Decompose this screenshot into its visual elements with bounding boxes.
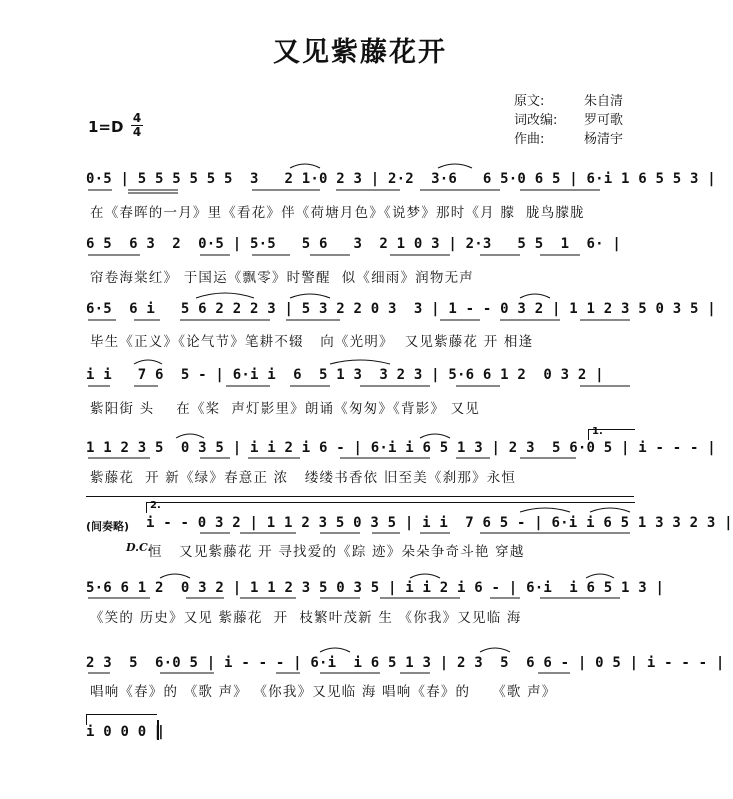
slur (590, 508, 630, 512)
lyrics-line-2: 帘卷海棠红》 于国运《飘零》时警醒 似《细雨》润物无声 (90, 270, 474, 286)
slurs (134, 164, 630, 652)
rhythm-underlines (88, 190, 630, 673)
lyrics-line-5: 紫藤花 开 新《绿》春意正 浓 缕缕书香依 旧至美《刹那》永恒 (90, 470, 517, 486)
notation-line-2: 6 5 6 3 2 0·5 | 5·5 5 6 3 2 1 0 3 | 2·3 5 5 1 6· | (86, 236, 621, 252)
song-title: 又见紫藤花开 (273, 37, 447, 68)
lyrics-line-1: 在《春晖的一月》里《看花》伴《荷塘月色》《说梦》那时《月 朦 胧鸟朦胧 (90, 205, 585, 221)
slur (410, 574, 440, 578)
volta-1-label: 1. (592, 426, 603, 437)
interlude-note: (间奏略) (86, 520, 130, 533)
notation-line-8: 2 3 5 6·0 5 | i - - - | 6·i i 6 5 1 3 | 2 3 5 6 6 - | 0 5 | i - - - | (86, 655, 725, 671)
slur (290, 164, 320, 168)
slur (320, 648, 350, 652)
volta-2-label: 2. (150, 500, 161, 511)
slur (290, 294, 330, 298)
time-signature-denominator: 4 (132, 125, 142, 139)
slur (586, 574, 614, 578)
credit-name: 杨清宇 (584, 132, 624, 147)
slur (438, 164, 472, 168)
slur (520, 294, 550, 298)
credit-role: 词改编: (514, 113, 558, 128)
credit-name: 朱自清 (584, 94, 624, 109)
credit-role: 作曲: (514, 132, 545, 147)
lyrics-line-7: 《笑的 历史》又见 紫藤花 开 枝繁叶茂新 生 《你我》又见临 海 (90, 610, 522, 626)
notation-line-9: i 0 0 0 ‖ (86, 724, 164, 740)
slur (196, 293, 254, 298)
notation-line-3: 6·5 6 i 5 6 2 2 2 3 | 5 3 2 2 0 3 3 | 1 - - 0 3 2 | 1 1 2 3 5 0 3 5 | (86, 301, 716, 317)
slur (176, 434, 204, 438)
notation-line-4: i i 7 6 5 - | 6·i i 6 5 1 3 3 2 3 | 5·6 6 1 2 0 3 2 | (86, 367, 604, 383)
notation-line-5: 1 1 2 3 5 0 3 5 | i i 2 i 6 - | 6·i i 6 5 1 3 | 2 3 5 6·0 5 | i - - - | (86, 440, 716, 456)
dc-marking: D.C. (126, 541, 152, 554)
slur (480, 648, 510, 652)
slur (420, 434, 450, 438)
lyrics-line-4: 紫阳街 头 在《桨 声灯影里》朗诵《匆匆》《背影》 又见 (90, 401, 480, 417)
slur (330, 360, 390, 364)
lyrics-line-6: 恒 又见紫藤花 开 寻找爱的《踪 迹》朵朵争奇斗艳 穿越 (148, 544, 525, 560)
slur (520, 508, 570, 512)
notation-line-6: i - - 0 3 2 | 1 1 2 3 5 0 3 5 | i i 7 6 5 - | 6·i i 6 5 1 3 3 2 3 | (146, 515, 733, 531)
time-signature-numerator: 4 (132, 111, 142, 125)
notation-line-1: 0·5 | 5 5 5 5 5 5 3 2 1·0 2 3 | 2·2 3·6 6 5·0 6 5 | 6·i 1 6 5 5 3 | (86, 171, 716, 187)
key-signature: 1=D (88, 118, 124, 136)
credit-name: 罗可歌 (584, 113, 624, 128)
lyrics-line-8: 唱响《春》的 《歌 声》 《你我》又见临 海 唱响《春》的 《歌 声》 (90, 684, 557, 700)
slur (160, 574, 190, 578)
notation-line-7: 5·6 6 1 2 0 3 2 | 1 1 2 3 5 0 3 5 | i i 2 i 6 - | 6·i i 6 5 1 3 | (86, 580, 665, 596)
lyrics-line-3: 毕生《正义》《论气节》笔耕不辍 向《光明》 又见紫藤花 开 相逢 (90, 334, 534, 350)
credit-role: 原文: (514, 94, 545, 109)
slur (134, 360, 162, 364)
